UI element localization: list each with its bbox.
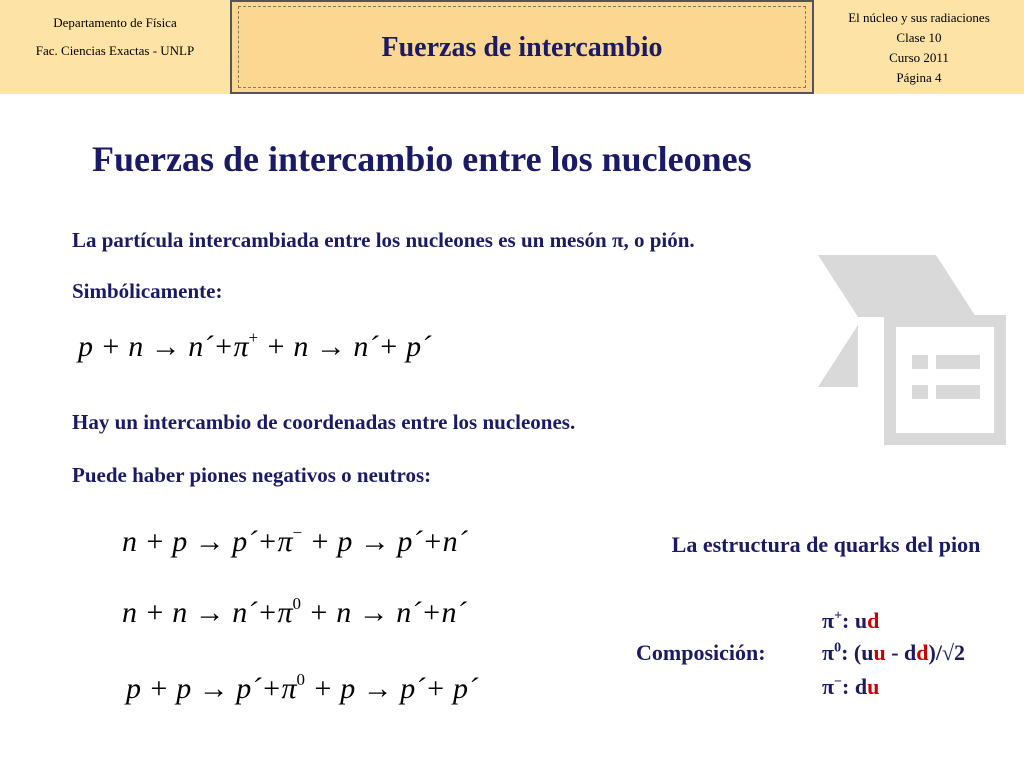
arrow-icon: → — [194, 525, 225, 558]
arrow-icon: → — [359, 525, 390, 558]
header-title: Fuerzas de intercambio — [381, 32, 663, 63]
document-list-icon — [818, 255, 1018, 445]
pion-zero-composition: $\pi^0$: (uu - dd)/√2 — [822, 640, 966, 665]
arrow-icon: → — [194, 596, 225, 629]
equation-pn-exchange: p + n → n´+π+ + n → n´+ p´ — [78, 328, 432, 363]
paragraph-negative-neutral: Puede haber piones negativos o neutros: — [72, 463, 432, 487]
class-number: Clase 10 — [896, 30, 942, 45]
header-center — [230, 0, 814, 94]
paragraph-exchange-particle: La partícula intercambiada entre los nucleones es un mesón π, o pión. — [72, 228, 695, 252]
paragraph-coordinate-exchange: Hay un intercambio de coordenadas entre los nucleones. — [72, 410, 576, 434]
composition-label: Composición: — [636, 640, 766, 665]
arrow-icon: → — [362, 672, 393, 705]
equation-np-exchange: n + p → p´+π− + p → p´+n´ — [122, 523, 468, 558]
header-right — [814, 0, 1024, 94]
arrow-icon: → — [150, 330, 181, 363]
quark-structure-heading: La estructura de quarks del pion — [671, 532, 981, 557]
arrow-icon: → — [315, 330, 346, 363]
paragraph-symbolically: Simbólicamente: — [72, 279, 223, 303]
page-title: Fuerzas de intercambio entre los nucleones — [92, 139, 752, 179]
faculty-name: Fac. Ciencias Exactas - UNLP — [35, 43, 195, 58]
pion-plus-composition: π+: ud — [822, 608, 880, 633]
department-name: Departamento de Física — [53, 15, 177, 30]
course-name: El núcleo y sus radiaciones — [848, 10, 990, 25]
arrow-icon: → — [358, 596, 389, 629]
equation-nn-exchange: $n + n \to n´+\pi^0 + n$ → n´+n´ — [122, 594, 467, 629]
arrow-icon: → — [198, 672, 229, 705]
pion-minus-composition: π−: du — [822, 674, 880, 699]
header-left — [0, 0, 230, 94]
course-year: Curso 2011 — [889, 50, 949, 65]
page-number: Página 4 — [896, 70, 942, 85]
equation-pp-exchange: $p + p \to p´+\pi^0 + p$ → p´+ p´ — [126, 670, 478, 705]
